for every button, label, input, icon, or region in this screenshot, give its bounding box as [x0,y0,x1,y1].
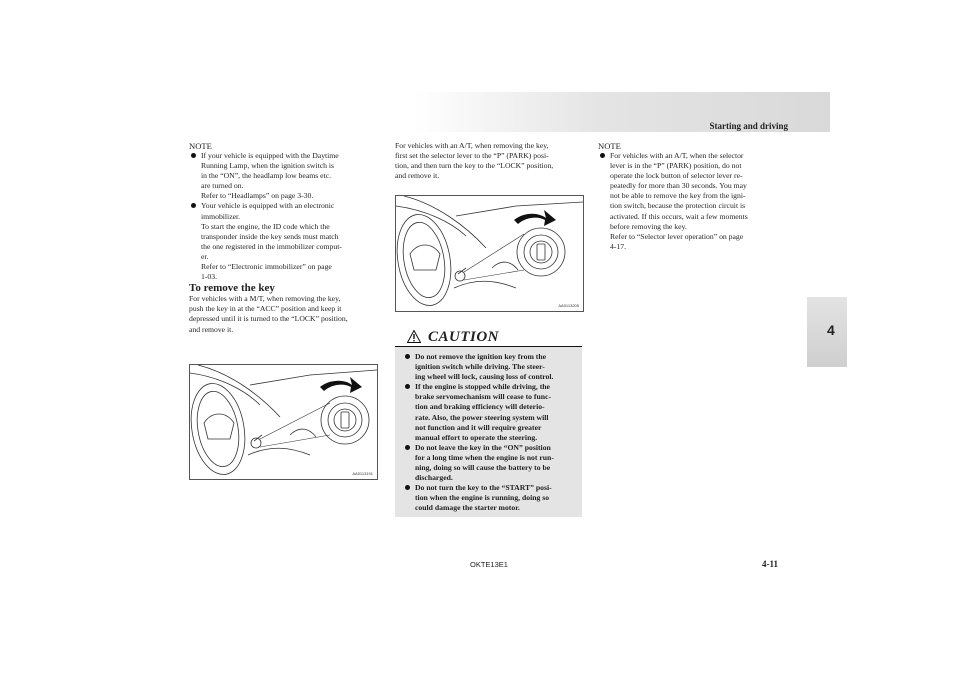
text-line: in the “ON”, the headlamp low beams etc. [201,171,332,181]
list-item [403,443,578,483]
caution-body [403,352,578,514]
list-item [403,382,578,443]
section-heading: To remove the key [189,282,275,295]
note-list [189,151,378,282]
note-heading: NOTE [598,141,621,151]
text-line: To start the engine, the ID code which the [201,221,330,231]
text-line: for a long time when the engine is not run- [415,452,554,462]
text-line: Do not leave the key in the “ON” position [415,442,551,452]
text-line: manual effort to operate the steering. [415,432,538,442]
page-number: 4-11 [762,559,779,569]
text-line: ing wheel will lock, causing loss of control. [415,372,554,382]
text-line: immobilizer. [201,211,241,221]
caution-list [403,352,578,514]
text-line: depressed until it is turned to the “LOCK” position, [189,314,348,324]
bullet-icon [191,153,196,158]
text-line: For vehicles with a M/T, when removing the key, [189,294,341,304]
list-item [403,352,578,382]
text-line: and remove it. [189,324,234,334]
text-line: lever is in the “P” (PARK) position, do not [610,161,742,171]
text-line: and remove it. [395,171,440,181]
text-line: activated. If this occurs, wait a few moments [610,211,748,221]
text-line: tion switch, because the protection circuit is [610,201,746,211]
list-item [598,151,786,252]
list-item [189,151,378,201]
ignition-switch-illustration [190,365,377,479]
figure-code: AA0113205 [558,303,579,308]
text-line: peatedly for more than 30 seconds. You may [610,181,747,191]
text-line: discharged. [415,473,453,483]
text-line: brake servomechanism will cease to func- [415,392,552,402]
bullet-icon [405,485,410,490]
text-line: Refer to “Headlamps” on page 3-30. [201,191,314,201]
text-line: 1-03. [201,272,218,282]
text-line: ning, doing so will cause the battery to be [415,463,551,473]
text-line: ignition switch while driving. The steer- [415,362,545,372]
ignition-figure-mt [189,364,378,480]
text-line: tion, and then turn the key to the “LOCK” position, [395,161,554,171]
caution-title: CAUTION [428,329,500,345]
text-line: Your vehicle is equipped with an electronic [201,201,335,211]
text-line: push the key in at the “ACC” position and keep it [189,304,342,314]
bullet-icon [405,384,410,389]
text-line: For vehicles with an A/T, when the selector [610,151,744,160]
text-line: Do not remove the ignition key from the [415,352,547,361]
body-text [189,294,378,334]
text-line: Running Lamp, when the ignition switch is [201,161,335,171]
text-line: are turned on. [201,181,244,191]
text-line: If your vehicle is equipped with the Daytime [201,151,339,160]
warning-icon [407,330,421,343]
text-line: the one registered in the immobilizer comput- [201,241,342,251]
ignition-switch-illustration [396,196,583,311]
caution-header [395,326,582,347]
text-line: rate. Also, the power steering system will [415,412,549,422]
ignition-figure-at [395,195,584,312]
text-line: operate the lock button of selector lever re- [610,171,743,181]
text-line: not function and it will require greater [415,422,542,432]
list-item [189,201,378,282]
bullet-icon [405,445,410,450]
list-item [403,483,578,513]
text-line: not be able to remove the key from the igni- [610,191,746,201]
note-list [598,151,786,252]
text-line: Refer to “Electronic immobilizer” on page [201,262,332,272]
document-code: OKTE13E1 [470,560,508,569]
text-line: transponder inside the key sends must match [201,231,339,241]
text-line: Do not turn the key to the “START” posi- [415,483,552,493]
left-column [189,141,378,335]
middle-column [395,141,582,181]
text-line: tion and braking efficiency will deterio- [415,402,545,412]
bullet-icon [600,153,605,158]
caution-box [395,326,582,517]
chapter-number: 4 [827,322,835,338]
text-line: tion when the engine is running, doing so [415,493,550,503]
text-line: er. [201,251,209,261]
text-line: For vehicles with an A/T, when removing the key, [395,141,549,150]
body-text [395,141,582,181]
text-line: If the engine is stopped while driving, the [415,382,550,392]
text-line: first set the selector lever to the “P” (PARK) posi- [395,151,549,161]
section-title: Starting and driving [709,121,788,131]
right-column [598,141,786,252]
text-line: before removing the key. [610,221,687,231]
bullet-icon [191,203,196,208]
text-line: Refer to “Selector lever operation” on page [610,231,744,241]
text-line: could damage the starter motor. [415,503,520,513]
bullet-icon [405,354,410,359]
figure-code: AA0113191 [352,471,373,476]
note-heading: NOTE [189,141,212,151]
text-line: 4-17. [610,241,627,251]
